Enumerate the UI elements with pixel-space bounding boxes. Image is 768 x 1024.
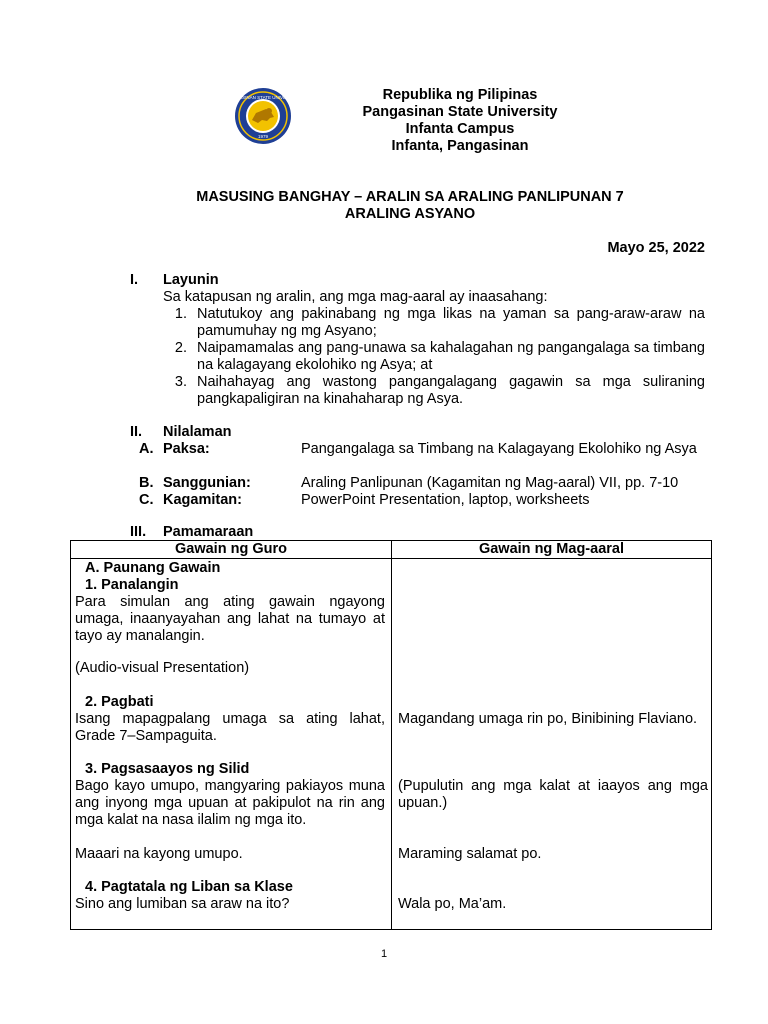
list-item: 1. Natutukoy ang pakinabang ng mga likas na yaman sa pang-araw-araw na pamumuhay ng mg Asyano; (174, 306, 705, 339)
step-4-response: Wala po, Ma’am. (398, 896, 507, 912)
document-subtitle: ARALING ASYANO (344, 206, 476, 222)
section-3-numeral: III. (130, 524, 147, 540)
table-header-student: Gawain ng Mag-aaral (392, 541, 712, 559)
step-1-text: Para simulan ang ating gawain ngayong umaga, inaanyayahan ang lahat na tumayo at tayo ay manalangin. (75, 594, 385, 644)
header-campus: Infanta Campus (405, 121, 515, 137)
list-item: 2. Naipamamalas ang pang-unawa sa kahalagahan ng pangangalaga sa timbang na kalagayang ekolohiko ng Asya; at (174, 340, 705, 373)
step-1-title: 1. Panalangin (85, 577, 179, 593)
content-row-kagamitan: C. Kagamitan: PowerPoint Presentation, laptop, worksheets (139, 492, 590, 508)
step-3-response2: Maraming salamat po. (398, 846, 542, 862)
content-row-sanggunian: B. Sanggunian: Araling Panlipunan (Kagamitan ng Mag-aaral) VII, pp. 7-10 (139, 475, 679, 491)
header-university: Pangasinan State University (362, 104, 558, 120)
step-2-title: 2. Pagbati (85, 694, 154, 710)
step-3-text2: Maaari na kayong umupo. (75, 846, 243, 862)
section-2-numeral: II. (130, 424, 143, 440)
section-1-intro: Sa katapusan ng aralin, ang mga mag-aaral ay inaasahang: (163, 289, 548, 305)
step-4-text: Sino ang lumiban sa araw na ito? (75, 896, 290, 912)
svg-text:1979: 1979 (257, 134, 269, 139)
lesson-date: Mayo 25, 2022 (607, 240, 705, 256)
section-2-title: Nilalaman (163, 424, 232, 440)
step-3-text: Bago kayo umupo, mangyaring pakiayos muna ang inyong mga upuan at pakipulot na rin ang mga kalat na nasa ilalim ng mga ito. (75, 778, 385, 828)
step-2-text: Isang mapagpalang umaga sa ating lahat, Grade 7–Sampaguita. (75, 711, 385, 744)
step-1-note: (Audio-visual Presentation) (75, 660, 250, 676)
step-3-title: 3. Pagsasaayos ng Silid (85, 761, 250, 777)
teacher-column (71, 559, 392, 930)
step-2-response: Magandang umaga rin po, Binibining Flaviano. (398, 711, 698, 727)
section-1-numeral: I. (130, 272, 139, 288)
step-3-response: (Pupulutin ang mga kalat at iaayos ang mga upuan.) (398, 778, 708, 811)
step-4-title: 4. Pagtatala ng Liban sa Klase (85, 879, 293, 895)
part-a-title: A. Paunang Gawain (85, 560, 221, 576)
page-number: 1 (380, 948, 388, 960)
svg-text:PANGASINAN STATE UNIVERSITY: PANGASINAN STATE UNIVERSITY (226, 95, 300, 100)
header-country: Republika ng Pilipinas (382, 87, 538, 103)
section-1-title: Layunin (163, 272, 219, 288)
content-row-paksa: A. Paksa: Pangangalaga sa Timbang na Kalagayang Ekolohiko ng Asya (139, 441, 697, 457)
student-column (392, 559, 712, 930)
list-item: 3. Naihahayag ang wastong pangangalagang gagawin sa mga suliraning pangkapaligiran na kinahaharap ng Asya. (174, 374, 705, 407)
header-location: Infanta, Pangasinan (391, 138, 529, 154)
section-3-title: Pamamaraan (163, 524, 254, 540)
document-title: MASUSING BANGHAY – ARALIN SA ARALING PANLIPUNAN 7 (196, 189, 624, 205)
objectives-list (163, 306, 705, 408)
procedure-table (70, 540, 712, 930)
table-header-teacher: Gawain ng Guro (71, 541, 392, 559)
